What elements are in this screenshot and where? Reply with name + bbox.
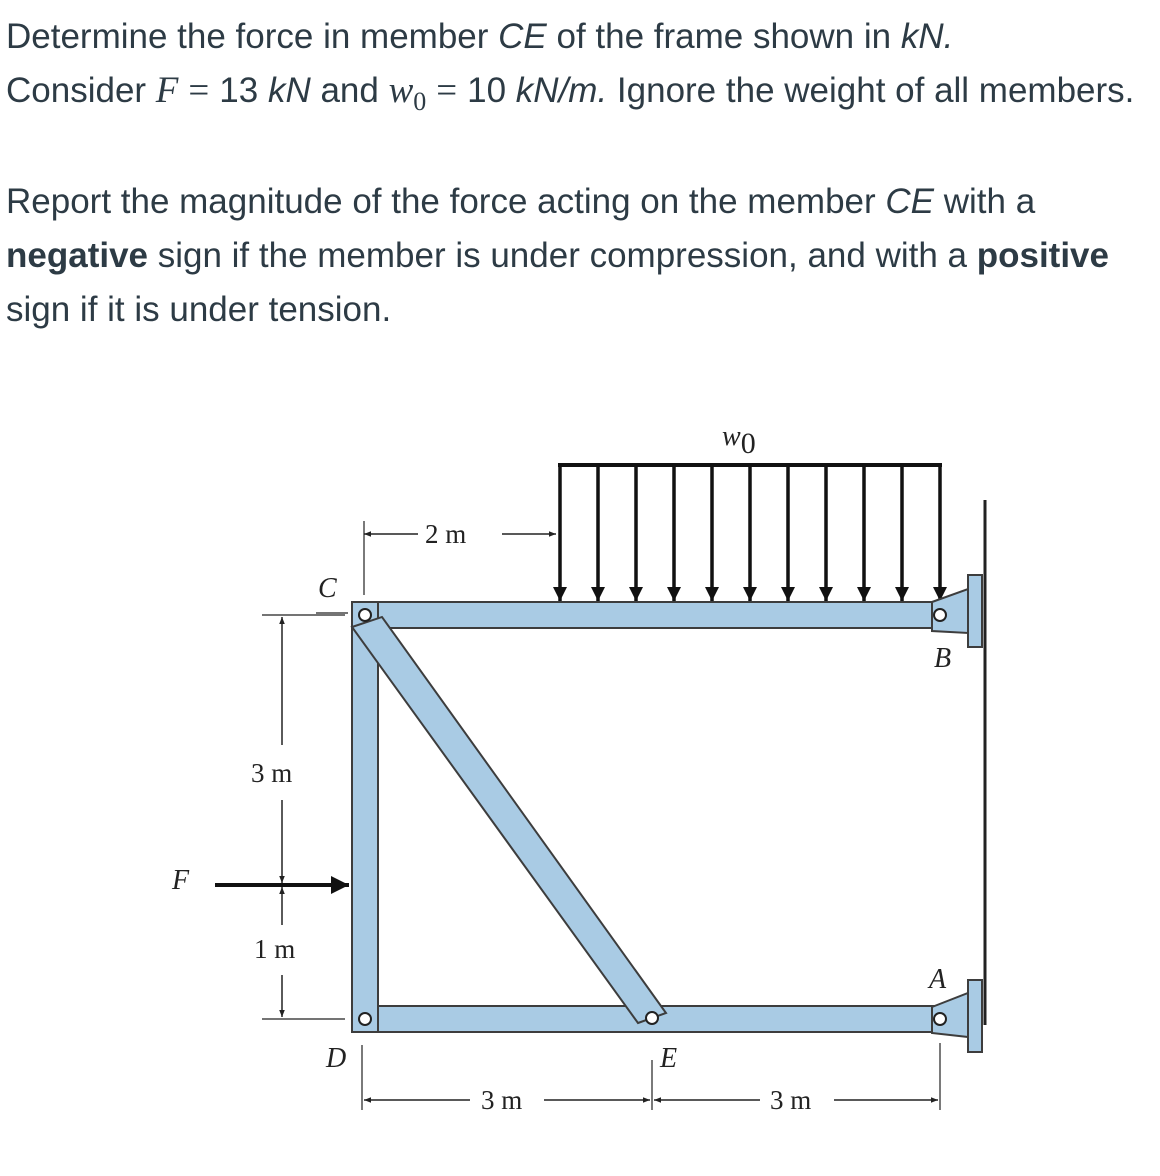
math-variable-f: F: [155, 70, 179, 111]
member-name: CE: [885, 182, 935, 221]
problem-paragraph-1: [6, 10, 1156, 121]
text-run: sign if the member is under compression, and with a: [148, 236, 977, 275]
support-b-plate: [968, 575, 982, 647]
text-run: of the frame shown in: [546, 17, 901, 56]
pin-d: [359, 1013, 371, 1025]
load-label: w0: [722, 421, 756, 460]
text-run: sign if it is under tension.: [6, 290, 392, 329]
text-run: Ignore the weight of all members.: [607, 71, 1135, 110]
math-subscript: 0: [413, 87, 427, 116]
force-value: 13: [219, 71, 268, 110]
problem-paragraph-2: [6, 175, 1156, 337]
label-d: D: [326, 1043, 347, 1074]
member-name: CE: [498, 17, 547, 56]
label-a: A: [929, 964, 947, 995]
label-b: B: [934, 643, 952, 674]
dim-top-label: 2 m: [425, 519, 467, 549]
member-ce: [352, 617, 666, 1023]
load-value: 10: [467, 71, 516, 110]
frame-diagram: [0, 395, 1160, 1175]
unit-text: kN.: [900, 17, 954, 56]
support-a-plate: [968, 980, 982, 1052]
dim-bottom-left-label: 3 m: [481, 1085, 523, 1115]
label-f: F: [172, 865, 190, 896]
member-cd: [352, 602, 378, 1032]
pin-b: [934, 609, 946, 621]
text-run: Determine the force in member: [6, 17, 499, 56]
math-equals: =: [188, 70, 210, 111]
label-c: C: [318, 573, 337, 604]
members: [352, 602, 950, 1032]
dim-left-lower-label: 1 m: [254, 934, 296, 964]
text-run: with a: [934, 182, 1036, 221]
label-e: E: [660, 1043, 678, 1074]
load-label-subscript: 0: [740, 427, 756, 460]
math-variable-w: w: [388, 70, 414, 111]
unit-text: kN: [267, 71, 311, 110]
member-cb: [352, 602, 950, 628]
problem-statement: [6, 10, 1156, 337]
text-run: Report the magnitude of the force acting on the member: [6, 182, 886, 221]
keyword-negative: negative: [6, 236, 148, 275]
unit-text: kN/m.: [515, 71, 608, 110]
pin-e: [646, 1012, 658, 1024]
load-arrows: [560, 465, 940, 601]
text-run: Consider: [6, 71, 156, 110]
pin-a: [934, 1013, 946, 1025]
dim-bottom-right-label: 3 m: [770, 1085, 812, 1115]
text-run: and: [310, 71, 389, 110]
pin-c: [359, 609, 371, 621]
dim-left-upper-label: 3 m: [251, 758, 293, 788]
pins: [359, 609, 946, 1025]
keyword-positive: positive: [976, 236, 1109, 275]
distributed-load: [558, 465, 942, 601]
math-equals: =: [436, 70, 458, 111]
